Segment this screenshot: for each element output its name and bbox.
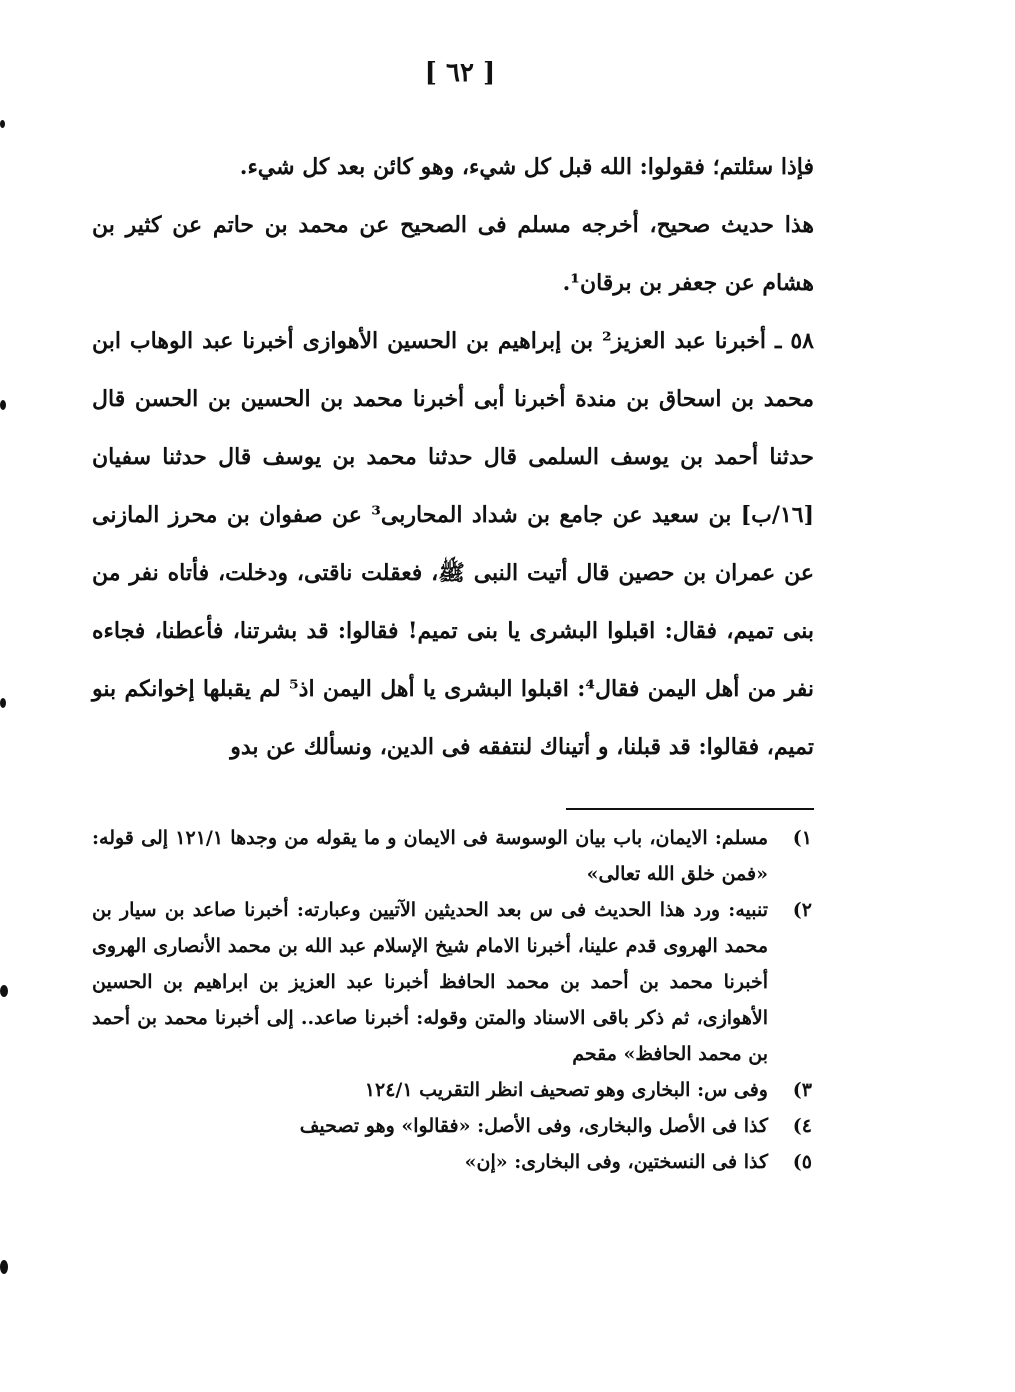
footnote-number: ٤) — [792, 1115, 812, 1137]
footnote-divider — [566, 808, 814, 810]
paragraph-1: فإذا سئلتم؛ فقولوا: الله قبل كل شيء، وهو كائن بعد كل شيء. — [239, 154, 814, 180]
paragraph-2: هذا حديث صحيح، أخرجه مسلم فى الصحيح عن محمد بن حاتم عن كثير بن هشام عن جعفر بن برقان¹. — [92, 212, 814, 296]
scan-mark — [0, 400, 6, 410]
footnote-3 — [92, 1072, 812, 1108]
footnote-2 — [92, 892, 812, 1072]
footnote-number: ٢) — [792, 899, 812, 921]
scan-mark — [0, 120, 5, 128]
footnotes — [92, 820, 812, 1180]
footnote-5 — [92, 1144, 812, 1180]
footnote-text: وفى س: البخارى وهو تصحيف انظر التقريب ١٢٤/١ — [364, 1079, 768, 1101]
footnote-number: ٣) — [792, 1079, 812, 1101]
footnote-text: كذا فى الأصل والبخارى، وفى الأصل: «فقالوا» وهو تصحيف — [299, 1115, 768, 1137]
footnote-text: مسلم: الايمان، باب بيان الوسوسة فى الايمان و ما يقوله من وجدها ١٢١/١ إلى قوله: «فمن خلق الله تعالى» — [92, 827, 768, 885]
footnote-4 — [92, 1108, 812, 1144]
footnote-text: كذا فى النسختين، وفى البخارى: «إن» — [464, 1151, 768, 1173]
footnote-number: ١) — [792, 827, 812, 849]
footnote-1 — [92, 820, 812, 892]
scan-mark — [0, 1260, 8, 1274]
footnote-text: تنبيه: ورد هذا الحديث فى س بعد الحديثين الآتيين وعبارته: أخبرنا صاعد بن سيار بن محمد الهروى قدم علينا، أخبرنا الامام شيخ الإسلام عبد الله بن محمد الأنصارى الهروى أخبرنا محمد بن أحمد بن محمد الحافظ أخبرنا عبد العزيز بن ابراهيم بن الحسين الأهوازى، ثم ذكر باقى الاسناد والمتن وقوله: أخبرنا صاعد.. إلى أخبرنا محمد بن أحمد بن محمد الحافظ» مقحم — [92, 899, 768, 1065]
page-number: [ ٦٢ ] — [424, 58, 496, 88]
paragraph-3-hadith-58: ٥٨ ـ أخبرنا عبد العزيز² بن إبراهيم بن الحسين الأهوازى أخبرنا عبد الوهاب ابن محمد بن اسحاق بن مندة أخبرنا أبى أخبرنا محمد بن الحسين بن الحسن قال حدثنا أحمد بن يوسف السلمى قال حدثنا محمد بن يوسف قال حدثنا سفيان [١٦/ب] بن سعيد عن جامع بن شداد المحاربى³ عن صفوان بن محرز المازنى عن عمران بن حصين قال أتيت النبى ﷺ، فعقلت ناقتى، ودخلت، فأتاه نفر من بنى تميم، فقال: اقبلوا البشرى يا بنى تميم! فقالوا: قد بشرتنا، فأعطنا، فجاءه نفر من أهل اليمن فقال⁴: اقبلوا البشرى يا أهل اليمن اذ⁵ لم يقبلها إخوانكم بنو تميم، فقالوا: قد قبلنا، و أتيناك لنتفقه فى الدين، ونسألك عن بدو — [92, 328, 815, 760]
scan-mark — [0, 698, 6, 708]
scan-mark — [0, 985, 8, 997]
main-text — [92, 138, 814, 776]
footnote-number: ٥) — [792, 1151, 812, 1173]
